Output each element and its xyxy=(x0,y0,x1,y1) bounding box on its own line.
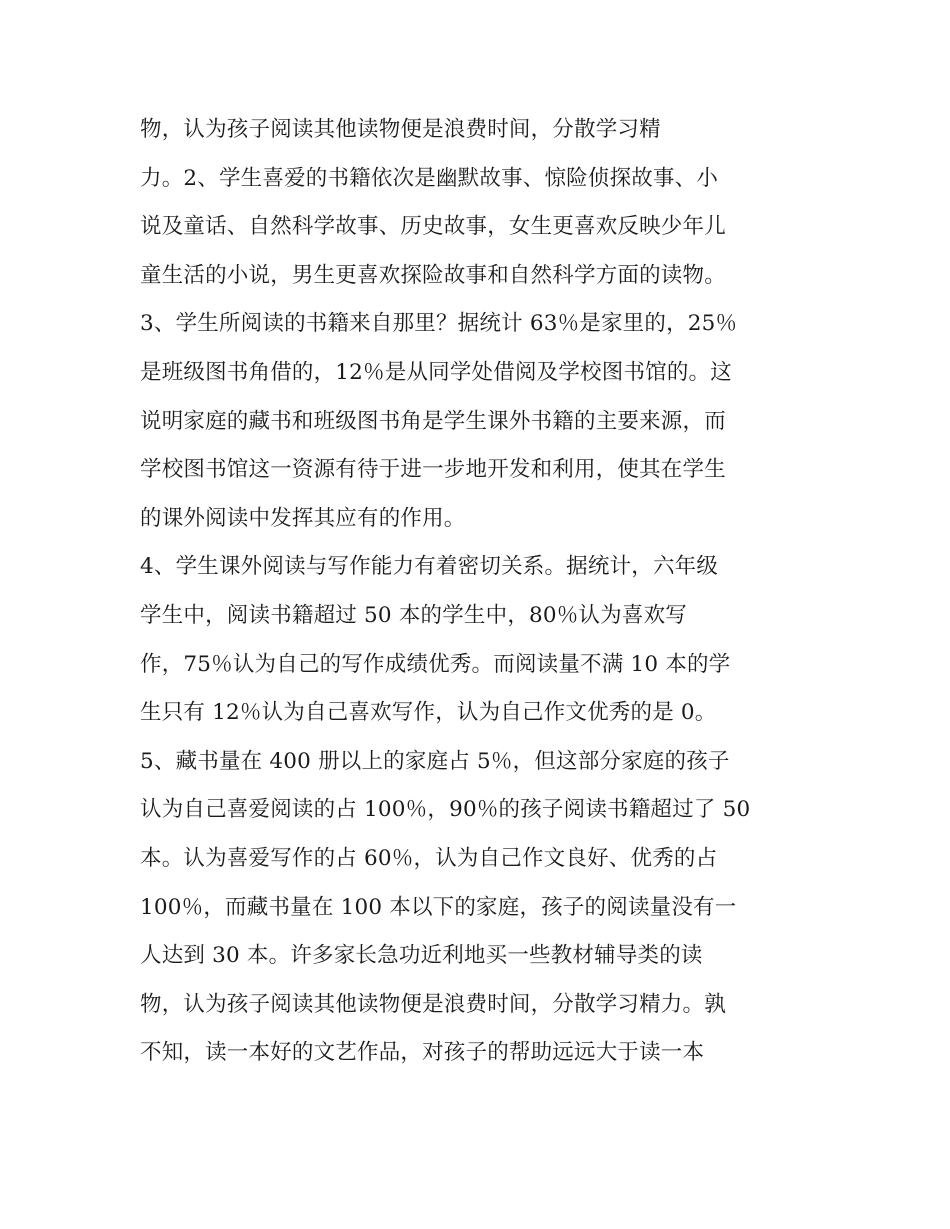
text-line: 5、藏书量在 400 册以上的家庭占 5％，但这部分家庭的孩子 xyxy=(140,748,730,774)
text-line: 说及童话、自然科学故事、历史故事，女生更喜欢反映少年儿 xyxy=(140,214,726,240)
text-line: 物，认为孩子阅读其他读物便是浪费时间，分散学习精 xyxy=(140,117,661,142)
text-line: 3、学生所阅读的书籍来自那里？据统计 63％是家里的，25％ xyxy=(140,311,738,337)
text-line: 不知，读一本好的文艺作品，对孩子的帮助远远大于读一本 xyxy=(140,1040,705,1066)
text-line: 4、学生课外阅读与写作能力有着密切关系。据统计，六年级 xyxy=(140,554,719,580)
text-line: 学生中，阅读书籍超过 50 本的学生中，80％认为喜欢写 xyxy=(140,602,687,628)
text-line: 作，75％认为自己的写作成绩优秀。而阅读量不满 10 本的学 xyxy=(140,651,731,677)
text-line: 本。认为喜爱写作的占 60％，认为自己作文良好、优秀的占 xyxy=(140,845,718,871)
text-line: 人达到 30 本。许多家长急功近利地买一些教材辅导类的读 xyxy=(140,943,703,969)
text-line: 说明家庭的藏书和班级图书角是学生课外书籍的主要来源，而 xyxy=(140,408,726,434)
text-line: 认为自己喜爱阅读的占 100％，90％的孩子阅读书籍超过了 50 xyxy=(140,797,751,823)
text-line: 100％，而藏书量在 100 本以下的家庭，孩子的阅读量没有一 xyxy=(140,894,737,920)
text-line: 生只有 12％认为自己喜欢写作，认为自己作文优秀的是 0。 xyxy=(140,700,717,726)
text-line: 力。2、学生喜爱的书籍依次是幽默故事、惊险侦探故事、小 xyxy=(140,165,719,191)
text-line: 童生活的小说，男生更喜欢探险故事和自然科学方面的读物。 xyxy=(140,262,726,288)
document-body xyxy=(140,106,820,1078)
text-line: 物，认为孩子阅读其他读物便是浪费时间，分散学习精力。孰 xyxy=(140,991,726,1017)
text-line: 是班级图书角借的，12％是从同学处借阅及学校图书馆的。这 xyxy=(140,359,732,385)
text-line: 学校图书馆这一资源有待于进一步地开发和利用，使其在学生 xyxy=(140,457,726,483)
text-line: 的课外阅读中发挥其应有的作用。 xyxy=(140,505,466,531)
